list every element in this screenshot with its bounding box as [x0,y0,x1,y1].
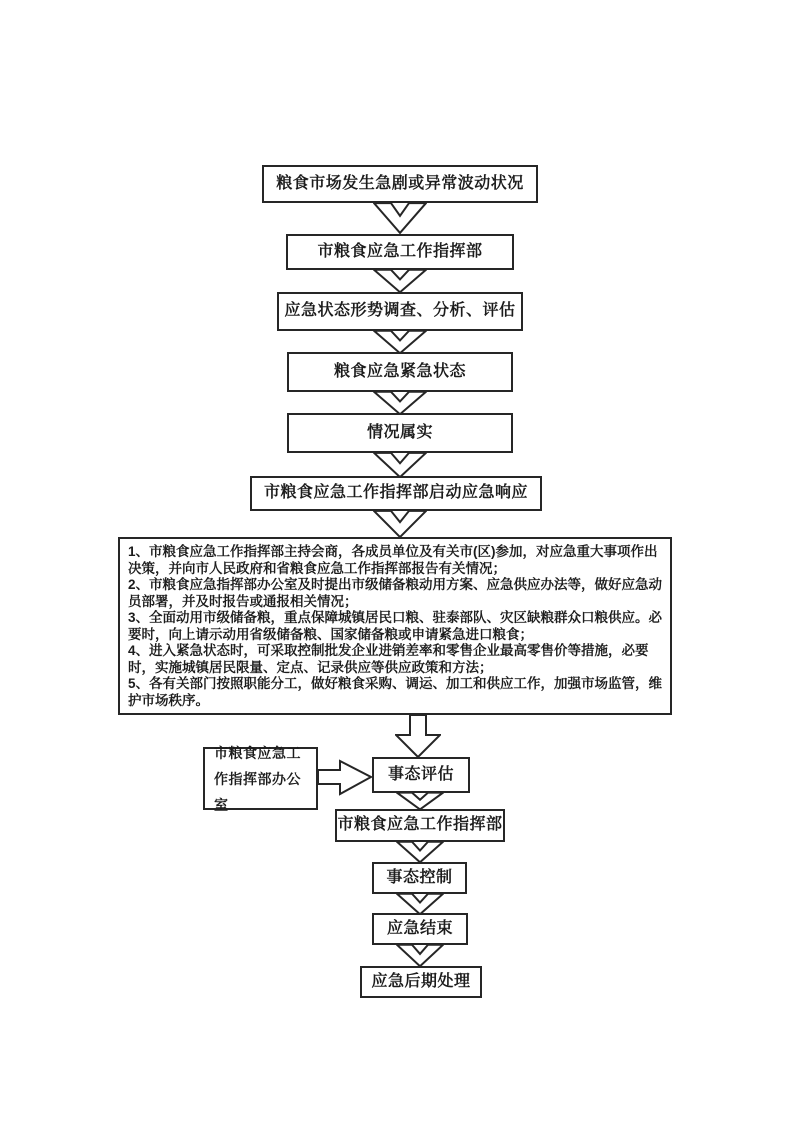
flow-box-confirmed: 情况属实 [287,413,513,453]
down-chevron-arrow-2 [373,269,427,293]
measure-item-4: 4、进入紧急状态时，可采取控制批发企业进销差率和零售企业最高零售价等措施，必要时，实施城镇居民限量、定点、记录供应等供应政策和方法； [128,643,649,675]
flow-box-market-event: 粮食市场发生急剧或异常波动状况 [262,165,538,203]
flow-box-assessment: 事态评估 [372,757,470,793]
down-block-arrow [395,714,441,758]
flow-box-emergency-state: 粮食应急紧急状态 [287,352,513,392]
flow-box-launch-response: 市粮食应急工作指挥部启动应急响应 [250,476,542,511]
down-chevron-arrow-9 [396,893,444,915]
down-chevron-arrow-1 [373,202,427,234]
measure-item-1: 1、市粮食应急工作指挥部主持会商，各成员单位及有关市(区)参加，对应急重大事项作出决策，并向市人民政府和省粮食应急工作指挥部报告有关情况； [128,544,658,576]
flow-box-office: 市粮食应急工作指挥部办公室 [203,747,318,810]
right-block-arrow [317,759,373,796]
flow-box-headquarters: 市粮食应急工作指挥部 [286,234,514,270]
measure-item-5: 5、各有关部门按照职能分工，做好粮食采购、调运、加工和供应工作，加强市场监管，维护市场秩序。 [128,676,663,708]
down-chevron-arrow-7 [396,792,444,810]
flow-box-investigation: 应急状态形势调查、分析、评估 [277,292,523,331]
down-chevron-arrow-8 [396,841,444,863]
down-chevron-arrow-6 [373,510,427,538]
flow-box-emergency-end: 应急结束 [372,913,468,945]
down-chevron-arrow-5 [373,452,427,478]
down-chevron-arrow-10 [396,944,444,967]
measure-item-2: 2、市粮食应急指挥部办公室及时提出市级储备粮动用方案、应急供应办法等，做好应急动员部署，并及时报告或通报相关情况； [128,577,663,609]
flow-box-response-measures [118,537,672,715]
flow-box-headquarters-review: 市粮食应急工作指挥部 [335,809,505,842]
down-chevron-arrow-4 [373,391,427,415]
flow-box-control: 事态控制 [372,862,467,894]
measure-item-3: 3、全面动用市级储备粮，重点保障城镇居民口粮、驻泰部队、灾区缺粮群众口粮供应。必要时，向上请示动用省级储备粮、国家储备粮或申请紧急进口粮食； [128,610,663,642]
down-chevron-arrow-3 [373,330,427,354]
flow-box-aftermath: 应急后期处理 [360,966,482,998]
